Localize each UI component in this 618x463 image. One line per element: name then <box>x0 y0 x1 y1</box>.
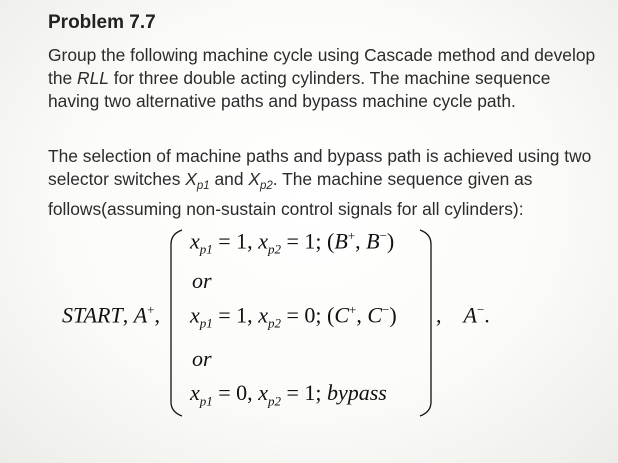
selector-x1-sub: p1 <box>196 180 210 192</box>
equation-row-2: $x_{p1} = 1$, $x_{p2} = 0$; (C+, C−) <box>190 302 397 331</box>
equation-row-3 <box>190 380 387 409</box>
row1-x1: x <box>190 228 200 254</box>
or-2: or <box>192 346 212 371</box>
p2-and: and <box>209 169 249 189</box>
row2-c-plus: C <box>334 302 349 328</box>
row3-mid1: = 0, <box>212 380 259 405</box>
selector-x1: X <box>185 169 197 189</box>
row1-x2: x <box>258 228 268 254</box>
final-period: . <box>484 302 490 328</box>
row2-sub2: p2 <box>267 315 281 331</box>
row2-x1: x <box>190 302 200 328</box>
p2-text-b: . The machine sequence given as follows(assuming non-sustain control signals for all cylinders): <box>48 169 533 219</box>
row3-sub1: p1 <box>199 393 213 409</box>
row1-mid2: = 1; ( <box>280 228 335 254</box>
selector-x2-sub: p2 <box>259 180 273 192</box>
row2-comma: , <box>356 302 368 328</box>
row2-sub1: p1 <box>199 315 213 331</box>
final-a-minus: A <box>463 302 477 328</box>
row3-x1: x <box>190 380 200 405</box>
row3-sub2: p2 <box>267 393 281 409</box>
a-plus: A <box>133 302 148 328</box>
bypass-term: bypass <box>326 380 387 405</box>
row2-mid1: = 1, <box>212 302 259 328</box>
row1-close: ) <box>386 228 395 254</box>
rll-term: RLL <box>77 68 109 88</box>
equation-row-1: $x_{p1} = 1$, $x_{p2} = 1$; (B+, B−) <box>190 228 395 257</box>
left-parenthesis <box>170 228 184 418</box>
row3-x2: x <box>258 380 268 405</box>
row1-b-minus: B <box>366 228 380 254</box>
p1-text-a: Group the following machine cycle using Cascade method and develop the <box>48 45 596 88</box>
problem-title: Problem 7.7 <box>48 12 156 33</box>
or-1: or <box>192 268 212 293</box>
p2-text-a: The selection of machine paths and bypass path is achieved using two selector switches <box>48 146 592 189</box>
equation-prefix: START, A+, <box>62 302 161 328</box>
right-parenthesis <box>418 228 432 418</box>
row1-sub2: p2 <box>267 241 281 257</box>
problem-paragraph-1 <box>48 44 600 113</box>
row2-mid2: = 0; ( <box>280 302 335 328</box>
row1-mid1: = 1, <box>212 228 259 254</box>
row2-x2: x <box>258 302 268 328</box>
row3-mid2: = 1; <box>280 380 327 405</box>
row1-sub1: p1 <box>199 241 213 257</box>
row2-c-minus: C <box>367 302 383 328</box>
row1-comma: , <box>355 228 367 254</box>
start-label: START <box>62 302 123 328</box>
equation-suffix: , A−. <box>436 302 490 328</box>
p1-text-b: for three double acting cylinders. The machine sequence having two alternative paths and bypass machine cycle path. <box>48 68 551 111</box>
problem-paragraph-2 <box>48 145 600 221</box>
row2-close: ) <box>389 302 397 328</box>
row1-b-plus: B <box>334 228 348 254</box>
selector-x2: X <box>248 169 260 189</box>
